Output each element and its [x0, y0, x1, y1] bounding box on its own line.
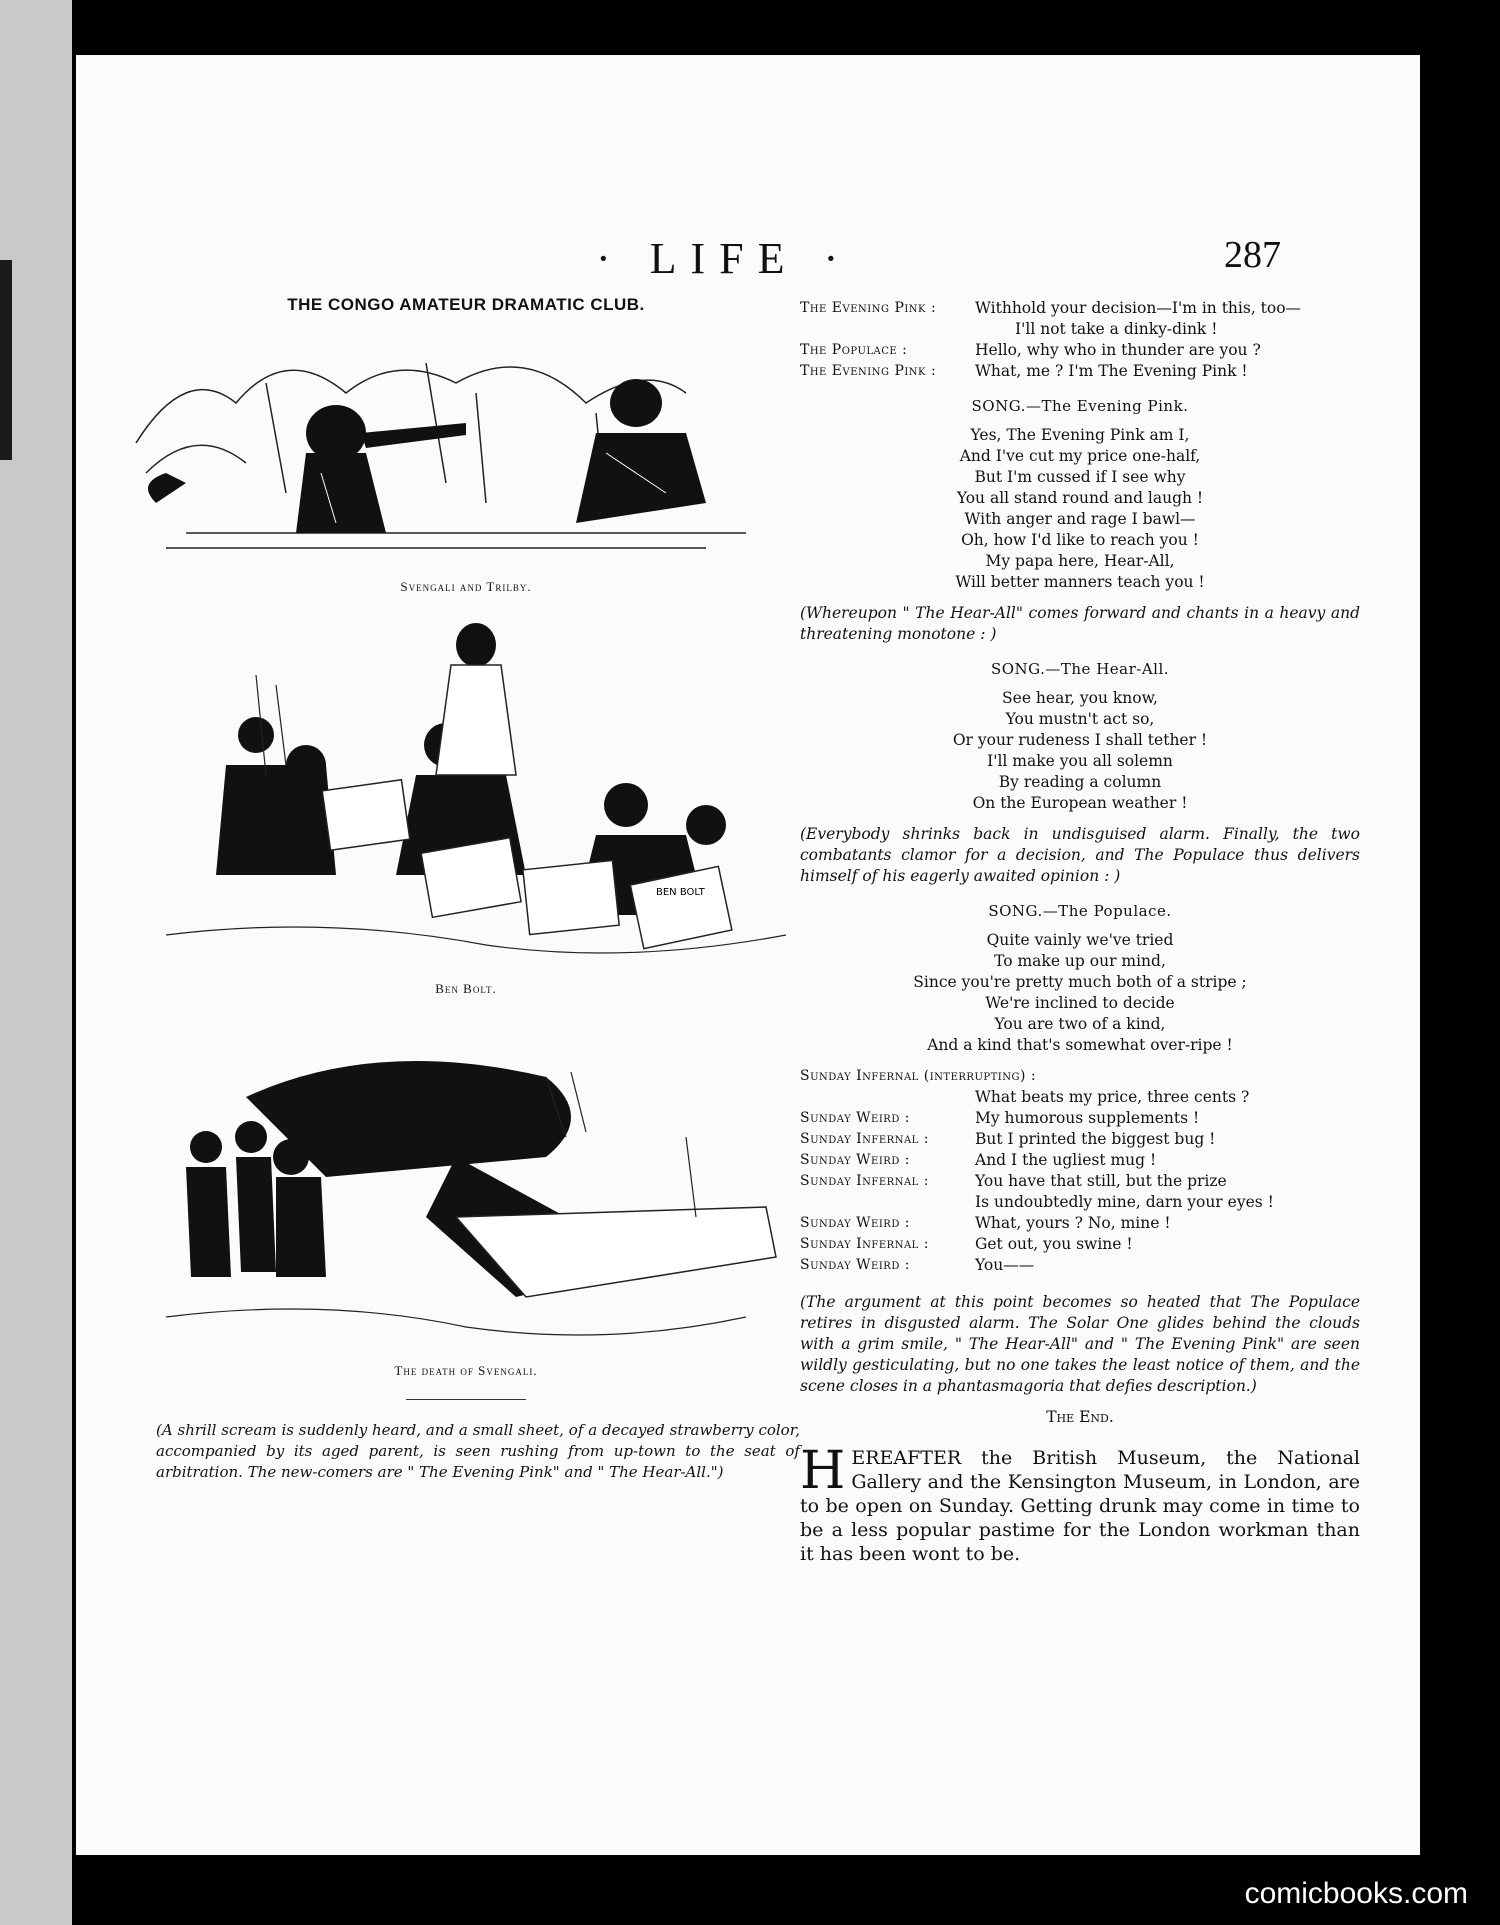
intro-stage-direction: (A shrill scream is suddenly heard, and a small sheet, of a decayed strawberry color, accompanied by its aged parent, is seen rushing from up-town to the seat of arbitration. The new-comers are " The Evening Pink" and " The Hear-All.")	[156, 1421, 800, 1481]
line-text: What, yours ? No, mine !	[975, 1214, 1171, 1232]
song-title-evening-pink: SONG.—The Evening Pink.	[971, 397, 1189, 415]
dialogue-block-2	[800, 1066, 1360, 1276]
stage-direction-2: (Everybody shrinks back in undisguised alarm. Finally, the two combatants clamor for a decision, and The Populace thus delivers himself of his eagerly awaited opinion : )	[800, 825, 1360, 885]
speaker	[800, 319, 975, 340]
dialogue-line	[800, 1129, 1360, 1150]
line-text: What beats my price, three cents ?	[975, 1088, 1250, 1106]
song-title-populace: SONG.—The Populace.	[988, 902, 1172, 920]
dialogue-line	[800, 1108, 1360, 1129]
dialogue-line	[800, 340, 1360, 361]
line-text: And I the ugliest mug !	[975, 1151, 1157, 1169]
club-title: THE CONGO AMATEUR DRAMATIC CLUB.	[287, 295, 645, 314]
speaker: Sunday Weird :	[800, 1215, 911, 1231]
dialogue-line	[800, 361, 1360, 382]
speaker: The Evening Pink :	[800, 300, 937, 316]
stage-direction-3: (The argument at this point becomes so heated that The Populace retires in disgusted alarm. The Solar One glides behind the clouds with a grim smile, " The Hear-All" and " The Evening Pink" are seen wildly gesticulating, but no one takes the least notice of them, and the scene closes in a phantasmagoria that defies description.)	[800, 1293, 1360, 1395]
line-text: You have that still, but the prize	[975, 1172, 1227, 1190]
divider-rule	[406, 1399, 526, 1400]
speaker	[800, 1087, 975, 1108]
verse-line: But I'm cussed if I see why	[974, 468, 1186, 486]
right-column	[800, 298, 1360, 1566]
verse-line: Oh, how I'd like to reach you !	[961, 531, 1199, 549]
line-text: Withhold your decision—I'm in this, too—	[975, 299, 1302, 317]
drop-cap: H	[800, 1441, 846, 1501]
verse-line: You all stand round and laugh !	[956, 489, 1204, 507]
caption-svengali-trilby: Svengali and Trilby.	[400, 579, 532, 594]
speaker: Sunday Infernal :	[800, 1236, 929, 1252]
song-populace	[800, 930, 1360, 1056]
dialogue-block-1	[800, 298, 1360, 382]
left-page-strip	[0, 260, 12, 460]
caption-death-of-svengali: The death of Svengali.	[394, 1363, 538, 1378]
speaker: Sunday Weird :	[800, 1257, 911, 1273]
speaker: Sunday Weird :	[800, 1152, 911, 1168]
verse-line: My papa here, Hear-All,	[985, 552, 1175, 570]
dialogue-line	[800, 1087, 1360, 1108]
illustration-death-of-svengali	[126, 1017, 806, 1357]
speaker: The Populace :	[800, 342, 908, 358]
dialogue-line	[800, 319, 1360, 340]
verse-line: By reading a column	[998, 773, 1162, 791]
song-hear-all	[800, 688, 1360, 814]
verse-line: And I've cut my price one-half,	[959, 447, 1201, 465]
stage-direction-1: (Whereupon " The Hear-All" comes forward and chants in a heavy and threatening monotone : )	[800, 604, 1360, 643]
page-number: 287	[1224, 234, 1281, 276]
speaker: Sunday Infernal :	[800, 1173, 929, 1189]
verse-line: Quite vainly we've tried	[986, 931, 1174, 949]
the-end: The End.	[1046, 1408, 1114, 1426]
dialogue-line	[800, 298, 1360, 319]
sheet-label: BEN BOLT	[656, 887, 705, 898]
dialogue-line	[800, 1213, 1360, 1234]
masthead: · LIFE ·	[596, 234, 853, 283]
line-text: But I printed the biggest bug !	[975, 1130, 1216, 1148]
line-text: I'll not take a dinky-dink !	[1015, 320, 1218, 338]
site-watermark: comicbooks.com	[1244, 1877, 1468, 1910]
dialogue-line	[800, 1171, 1360, 1192]
verse-line: To make up our mind,	[994, 952, 1166, 970]
line-text: Hello, why who in thunder are you ?	[975, 341, 1261, 359]
left-column	[116, 295, 816, 1483]
verse-line: And a kind that's somewhat over-ripe !	[927, 1036, 1233, 1054]
line-text: Is undoubtedly mine, darn your eyes !	[975, 1193, 1274, 1211]
line-text: My humorous supplements !	[975, 1109, 1200, 1127]
verse-line: You mustn't act so,	[1005, 710, 1155, 728]
line-text: Get out, you swine !	[975, 1235, 1133, 1253]
verse-line: We're inclined to decide	[985, 994, 1175, 1012]
verse-line: Will better manners teach you !	[955, 573, 1205, 591]
speaker: The Evening Pink :	[800, 363, 937, 379]
dialogue-line	[800, 1234, 1360, 1255]
verse-line: See hear, you know,	[1002, 689, 1158, 707]
caption-ben-bolt: Ben Bolt.	[435, 981, 497, 996]
illustration-svengali-trilby	[126, 323, 806, 573]
verse-line: With anger and rage I bawl—	[964, 510, 1196, 528]
news-paragraph	[800, 1441, 1360, 1566]
illustration-ben-bolt	[126, 615, 806, 975]
verse-line: You are two of a kind,	[994, 1015, 1166, 1033]
dialogue-line	[800, 1255, 1360, 1276]
speaker	[800, 1192, 975, 1213]
verse-line: Yes, The Evening Pink am I,	[970, 426, 1190, 444]
speaker: Sunday Infernal :	[800, 1131, 929, 1147]
speaker: Sunday Infernal (interrupting) :	[800, 1068, 1037, 1084]
verse-line: On the European weather !	[972, 794, 1188, 812]
left-page-edge	[0, 0, 72, 1925]
dialogue-line	[800, 1150, 1360, 1171]
line-text: You——	[975, 1256, 1035, 1274]
dialogue-line	[800, 1066, 1360, 1087]
verse-line: Since you're pretty much both of a stripe ;	[913, 973, 1247, 991]
verse-line: I'll make you all solemn	[987, 752, 1173, 770]
paragraph-text: EREAFTER the British Museum, the National Gallery and the Kensington Museum, in London, are to be open on Sunday. Getting drunk may come in time to be a less popular pastime for the London workman than it has been wont to be.	[800, 1447, 1360, 1565]
line-text: What, me ? I'm The Evening Pink !	[975, 362, 1248, 380]
speaker: Sunday Weird :	[800, 1110, 911, 1126]
verse-line: Or your rudeness I shall tether !	[952, 731, 1208, 749]
song-title-hear-all: SONG.—The Hear-All.	[990, 660, 1170, 678]
dialogue-line	[800, 1192, 1360, 1213]
song-evening-pink	[800, 425, 1360, 593]
magazine-page	[76, 55, 1420, 1855]
